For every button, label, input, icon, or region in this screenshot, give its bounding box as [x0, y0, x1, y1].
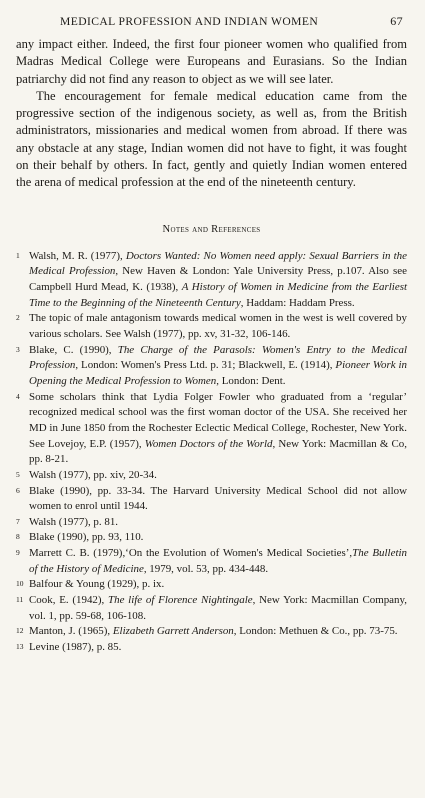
note-item	[16, 311, 407, 342]
note-segment: Blake (1990), pp. 93, 110.	[29, 531, 144, 544]
note-item	[16, 577, 407, 593]
note-segment: , London: Dent.	[216, 374, 286, 387]
note-number: 8	[16, 532, 20, 542]
note-item	[16, 530, 407, 546]
note-title-italic: The life of Florence Nightingale	[108, 594, 253, 607]
note-number: 4	[16, 391, 20, 401]
note-number: 7	[16, 516, 20, 526]
note-text	[29, 593, 407, 624]
note-number: 5	[16, 469, 20, 479]
note-segment: Blake, C. (1990),	[29, 343, 118, 356]
note-segment: , New York: Macmillan Company, vol. 1, pp. 59-68, 106-108.	[29, 594, 407, 622]
note-text	[29, 311, 407, 342]
note-text	[29, 530, 407, 546]
note-title-italic: Pioneer Work in Opening the Medical Profession to Women	[29, 359, 407, 387]
note-segment: The topic of male antagonism towards medical women in the west is well covered by various scholars. See Walsh (1977), pp. xv, 31-32, 106-146.	[29, 312, 407, 340]
body-text	[16, 36, 407, 192]
note-item	[16, 515, 407, 531]
note-segment: Levine (1987), p. 85.	[29, 641, 122, 654]
note-title-italic: Women Doctors of the World	[144, 437, 273, 450]
note-item	[16, 343, 407, 390]
note-segment: Blake (1990), pp. 33-34. The Harvard University Medical School did not allow women to enrol until 1944.	[29, 484, 407, 513]
note-item	[16, 640, 407, 656]
note-item	[16, 390, 407, 468]
note-number: 9	[16, 548, 20, 558]
note-number: 11	[16, 595, 24, 605]
note-item	[16, 249, 407, 312]
note-segment: Walsh, M. R. (1977),	[29, 249, 126, 262]
note-text	[29, 577, 407, 593]
paragraph: any impact either. Indeed, the first four pioneer women who qualified from Madras Medical College were Europeans and Eurasians. So the Indian patriarchy did not find any reason to object as we will see later.	[16, 37, 407, 86]
note-title-italic: The Charge of the Parasols: Women's Entry to the Medical Profession	[29, 343, 408, 372]
paragraph: The encouragement for female medical education came from the progressive section of the indigenous society, as well as, from the British administrators, missionaries and medical women from abroad. If there was any obstacle at any stage, Indian women did not have to fight, it was fought on their behalf by others. In fact, gently and quietly Indian women entered the arena of medical profession at the end of the nineteenth century.	[16, 88, 407, 190]
note-item	[16, 468, 407, 484]
note-item	[16, 484, 407, 515]
note-text	[29, 390, 407, 468]
note-number: 2	[16, 313, 20, 323]
running-header	[16, 14, 407, 29]
note-text	[29, 546, 407, 577]
note-number: 10	[16, 579, 24, 589]
notes-list	[16, 249, 407, 656]
note-segment: , New Haven & London: Yale University Press, p.107. Also see Campbell Hurd Mead, K. (1938),	[29, 265, 407, 293]
note-segment: Balfour & Young (1929), p. ix.	[29, 578, 165, 591]
note-text	[29, 343, 407, 390]
note-segment: Walsh (1977), p. 81.	[29, 515, 119, 528]
note-title-italic: A History of Women in Medicine from the Earliest Time to the Beginning of the Nineteenth Century	[29, 280, 407, 309]
note-item	[16, 624, 407, 640]
note-segment: Cook, E. (1942),	[29, 594, 109, 607]
note-segment: , London: Methuen & Co., pp. 73-75.	[233, 625, 398, 638]
note-title-italic: Doctors Wanted: No Women need apply: Sexual Barriers in the Medical Profession	[29, 249, 407, 278]
note-segment: Marrett C. B. (1979),‘On the Evolution of Women's Medical Societies’,	[29, 547, 353, 560]
note-segment: , 1979, vol. 53, pp. 434-448.	[143, 562, 269, 575]
page-number: 67	[390, 14, 403, 28]
note-text	[29, 515, 407, 531]
note-text	[29, 249, 407, 312]
note-segment: , Haddam: Haddam Press.	[240, 296, 355, 309]
note-number: 12	[16, 626, 24, 636]
note-segment: , New York: Macmillan & Co, pp. 8-21.	[29, 437, 407, 466]
note-number: 13	[16, 642, 24, 652]
note-segment: Manton, J. (1965),	[29, 625, 113, 638]
note-segment: Walsh (1977), pp. xiv, 20-34.	[29, 468, 157, 481]
note-item	[16, 546, 407, 577]
note-text	[29, 640, 407, 656]
note-text	[29, 624, 407, 640]
note-segment: , London: Women's Press Ltd. p. 31; Blackwell, E. (1914),	[75, 359, 336, 372]
note-title-italic: Elizabeth Garrett Anderson	[112, 625, 234, 638]
running-title: MEDICAL PROFESSION AND INDIAN WOMEN	[60, 15, 319, 28]
note-text	[29, 468, 407, 484]
note-text	[29, 484, 407, 515]
note-number: 1	[16, 250, 20, 260]
note-item	[16, 593, 407, 624]
notes-heading: Notes and References	[162, 223, 261, 235]
note-number: 6	[16, 485, 20, 495]
note-title-italic: The Bulletin of the History of Medicine	[29, 547, 407, 575]
note-number: 3	[16, 344, 20, 354]
note-segment: Some scholars think that Lydia Folger Fowler who graduated from a ‘regular’ recognized medical school was the first woman doctor of the USA. She received her MD in June 1850 from the Rochester Eclectic Medical College, Rochester, New York. See Lovejoy, E.P. (1957),	[29, 390, 407, 450]
